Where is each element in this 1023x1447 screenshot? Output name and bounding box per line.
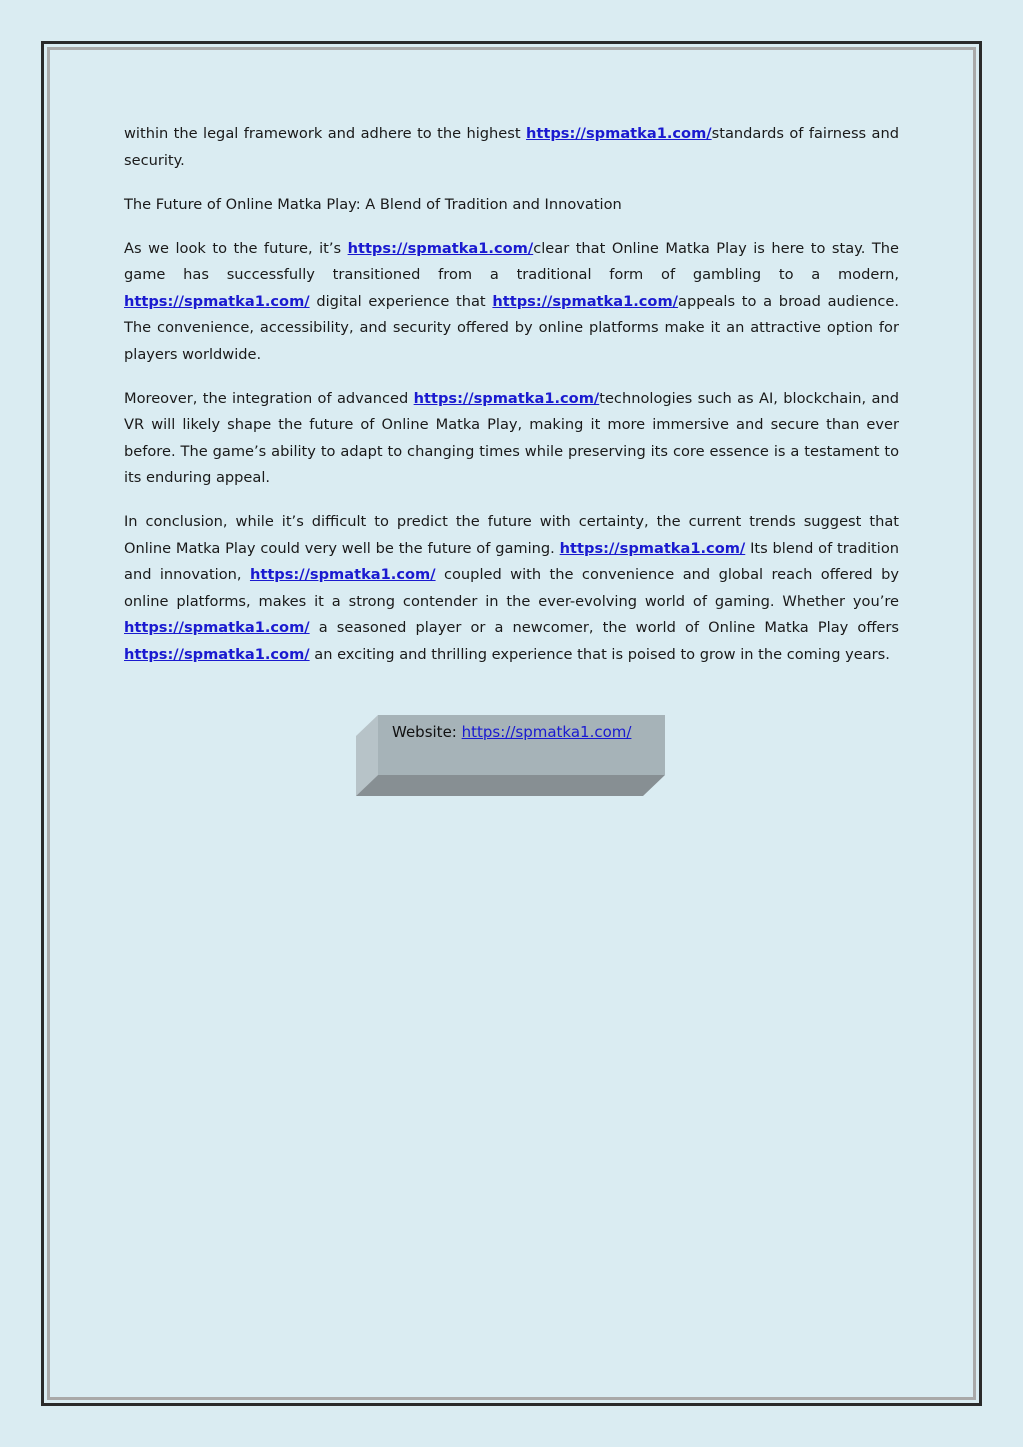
text-segment: Moreover, the integration of advanced (124, 389, 414, 407)
text-segment: a seasoned player or a newcomer, the world of Online Matka Play offers (309, 619, 899, 636)
section-heading: The Future of Online Matka Play: A Blend of Tradition and Innovation (124, 195, 622, 213)
text-segment: technologies such as AI, blockchain, and VR will likely shape the future of Online Matka Play, making it more immersive and secure than ever before. The game’s ability to adapt to changing times while preserving its core essence is a testament to its enduring appeal. (124, 389, 899, 486)
text-segment: clear that Online Matka Play is here to stay. The game has successfully transitioned from a traditional form of gambling to a modern, (124, 239, 899, 283)
document-body (124, 121, 899, 686)
spmatka-link[interactable]: https://spmatka1.com/ (347, 239, 534, 257)
text-segment: an exciting and thrilling experience that is poised to grow in the coming years. (309, 645, 890, 663)
text-segment: standards of fairness and security. (124, 125, 900, 169)
spmatka-link[interactable]: https://spmatka1.com/ (124, 645, 310, 663)
paragraph-technologies (124, 386, 899, 492)
text-segment: digital experience that (309, 292, 493, 310)
text-segment: within the legal framework and adhere to the highest (124, 125, 527, 142)
spmatka-link[interactable]: https://spmatka1.com/ (124, 619, 310, 636)
spmatka-link[interactable]: https://spmatka1.com/ (124, 292, 310, 310)
spmatka-link[interactable]: https://spmatka1.com/ (559, 539, 746, 557)
spmatka-link[interactable]: https://spmatka1.com/ (492, 292, 678, 310)
text-segment: coupled with the convenience and global reach offered by online platforms, makes it a strong contender in the ever-evolving world of gaming. Whether you’re (124, 566, 899, 610)
paragraph-legal-framework (124, 121, 899, 174)
spmatka-link[interactable]: https://spmatka1.com/ (249, 566, 436, 583)
text-segment: As we look to the future, it’s (124, 239, 348, 257)
text-segment: In conclusion, while it’s difficult to predict the future with certainty, the current trends suggest that Online Matka Play could very well be the future of gaming. (124, 513, 899, 557)
website-text (392, 723, 631, 741)
spmatka-link[interactable]: https://spmatka1.com/ (413, 389, 600, 407)
website-label: Website: (392, 723, 462, 741)
website-link[interactable]: https://spmatka1.com/ (461, 723, 632, 741)
website-box (356, 715, 665, 796)
spmatka-link[interactable]: https://spmatka1.com/ (526, 125, 712, 142)
text-segment: appeals to a broad audience. The convenience, accessibility, and security offered by online platforms make it an attractive option for players worldwide. (124, 292, 899, 363)
paragraph-future (124, 236, 899, 369)
text-segment: Its blend of tradition and innovation, (124, 539, 899, 583)
paragraph-conclusion (124, 509, 899, 668)
bevel-bottom-face (356, 775, 665, 796)
